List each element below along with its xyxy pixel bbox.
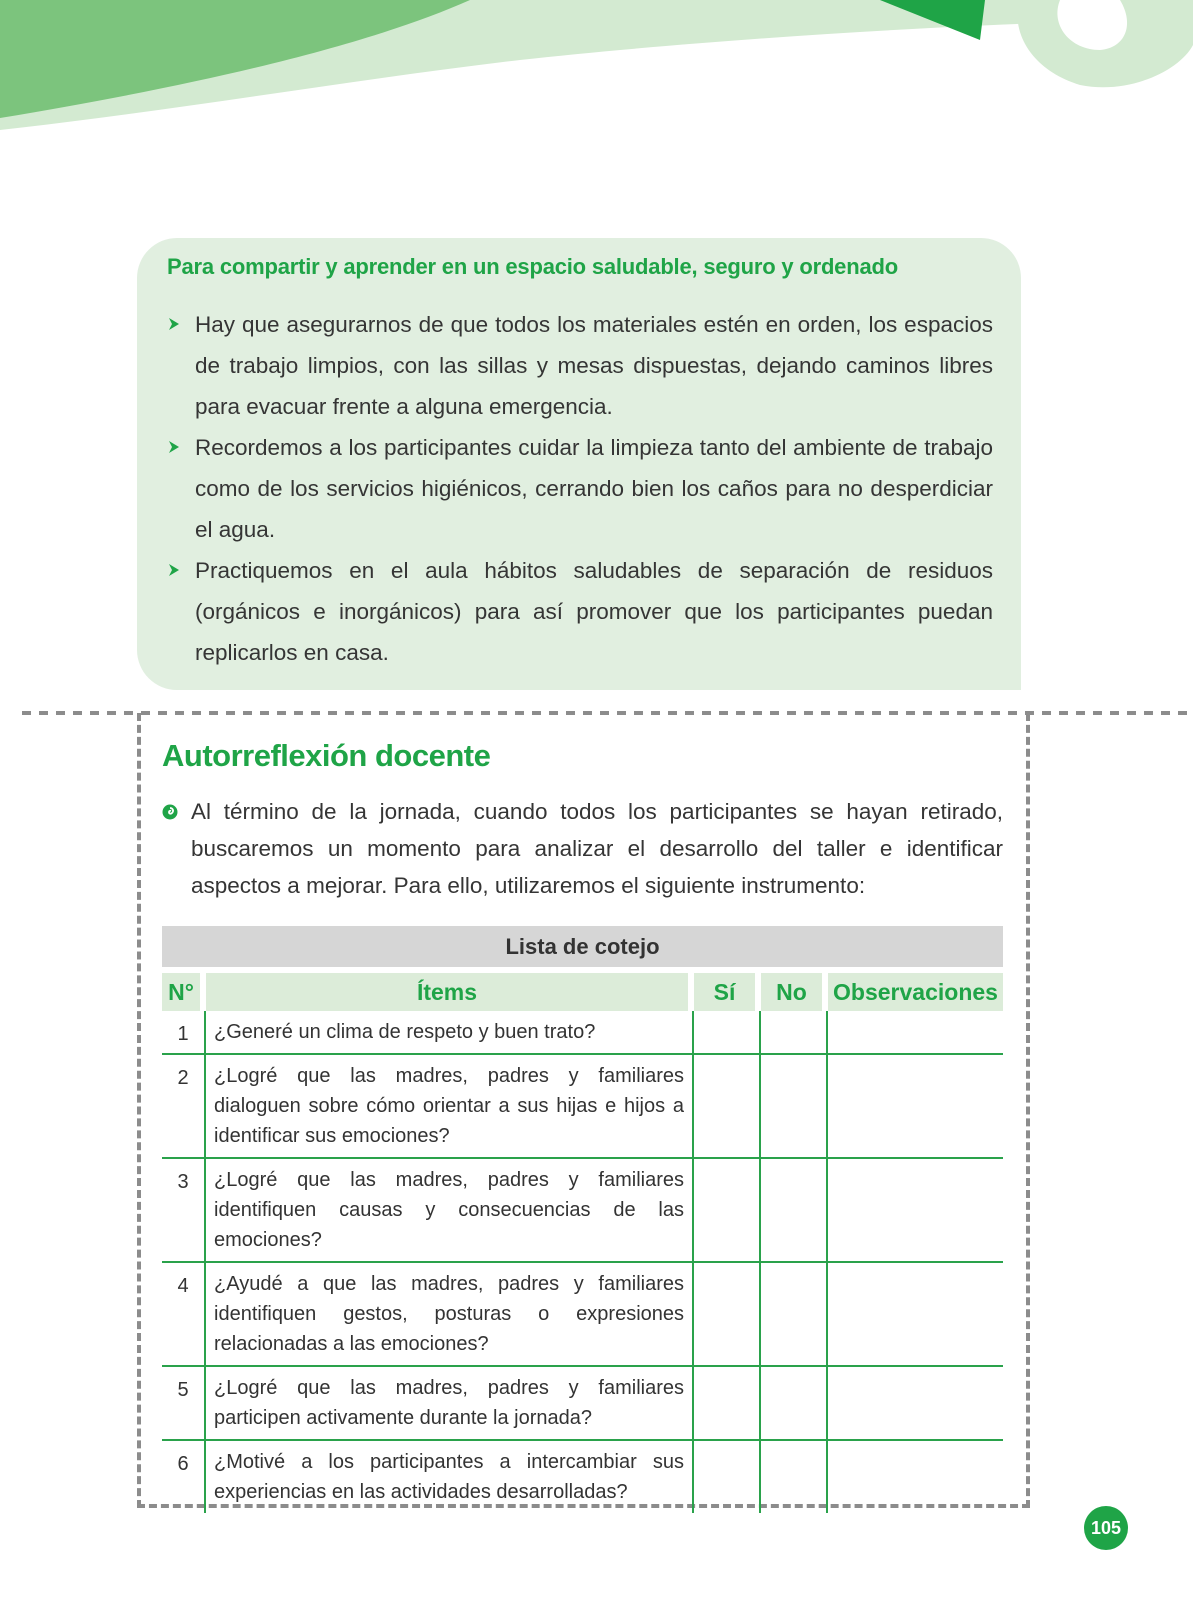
row-item: ¿Motivé a los participantes a intercambiar sus experiencias en las actividades desarrolladas? xyxy=(206,1441,694,1513)
row-number: 2 xyxy=(162,1055,206,1159)
observations-cell[interactable] xyxy=(828,1263,1003,1367)
col-header-observations: Observaciones xyxy=(828,973,1003,1011)
yes-cell[interactable] xyxy=(694,1055,761,1159)
yes-cell[interactable] xyxy=(694,1441,761,1513)
checklist-caption: Lista de cotejo xyxy=(162,926,1003,967)
tip-text: Hay que asegurarnos de que todos los materiales estén en orden, los espacios de trabajo limpios, con las sillas y mesas dispuestas, dejando caminos libres para evacuar frente a alguna emergencia. xyxy=(195,312,993,419)
tip-item xyxy=(167,550,993,673)
no-cell[interactable] xyxy=(761,1159,828,1263)
safety-tips-title: Para compartir y aprender en un espacio saludable, seguro y ordenado xyxy=(167,254,898,279)
safety-tips-list xyxy=(167,304,993,673)
yes-cell[interactable] xyxy=(694,1159,761,1263)
header-wave-decoration xyxy=(0,0,1193,140)
page-number-badge: 105 xyxy=(1084,1506,1128,1550)
row-item: ¿Generé un clima de respeto y buen trato? xyxy=(206,1011,694,1055)
no-cell[interactable] xyxy=(761,1441,828,1513)
row-number: 4 xyxy=(162,1263,206,1367)
no-cell[interactable] xyxy=(761,1367,828,1441)
tip-item xyxy=(167,304,993,427)
row-number: 5 xyxy=(162,1367,206,1441)
table-row xyxy=(162,1159,1003,1263)
tip-item xyxy=(167,427,993,550)
no-cell[interactable] xyxy=(761,1055,828,1159)
observations-cell[interactable] xyxy=(828,1055,1003,1159)
reflection-title: Autorreflexión docente xyxy=(162,738,491,773)
table-row xyxy=(162,1011,1003,1055)
yes-cell[interactable] xyxy=(694,1011,761,1055)
checklist-table xyxy=(162,926,1003,1513)
row-item: ¿Logré que las madres, padres y familiares identifiquen causas y consecuencias de las emociones? xyxy=(206,1159,694,1263)
row-item: ¿Ayudé a que las madres, padres y familiares identifiquen gestos, posturas o expresiones relacionadas a las emociones? xyxy=(206,1263,694,1367)
no-cell[interactable] xyxy=(761,1011,828,1055)
observations-cell[interactable] xyxy=(828,1159,1003,1263)
yes-cell[interactable] xyxy=(694,1263,761,1367)
row-item: ¿Logré que las madres, padres y familiares dialoguen sobre cómo orientar a sus hijas e hijos a identificar sus emociones? xyxy=(206,1055,694,1159)
reflection-intro: Al término de la jornada, cuando todos los participantes se hayan retirado, buscaremos un momento para analizar el desarrollo del taller e identificar aspectos a mejorar. Para ello, utilizaremos el siguiente instrumento: xyxy=(191,799,1003,898)
observations-cell[interactable] xyxy=(828,1011,1003,1055)
row-number: 3 xyxy=(162,1159,206,1263)
table-row xyxy=(162,1055,1003,1159)
safety-tips-box xyxy=(137,238,1021,690)
col-header-yes: Sí xyxy=(694,973,761,1011)
row-number: 1 xyxy=(162,1011,206,1055)
bullet-icon xyxy=(162,804,178,820)
col-header-number: N° xyxy=(162,973,206,1011)
chevron-right-icon xyxy=(167,563,181,577)
row-number: 6 xyxy=(162,1441,206,1513)
col-header-no: No xyxy=(761,973,828,1011)
table-row xyxy=(162,1367,1003,1441)
table-row xyxy=(162,1441,1003,1513)
no-cell[interactable] xyxy=(761,1263,828,1367)
observations-cell[interactable] xyxy=(828,1441,1003,1513)
tip-text: Practiquemos en el aula hábitos saludables de separación de residuos (orgánicos e inorgánicos) para así promover que los participantes puedan replicarlos en casa. xyxy=(195,558,993,665)
observations-cell[interactable] xyxy=(828,1367,1003,1441)
chevron-right-icon xyxy=(167,317,181,331)
yes-cell[interactable] xyxy=(694,1367,761,1441)
header-row xyxy=(162,973,1003,1011)
table-row xyxy=(162,1263,1003,1367)
tip-text: Recordemos a los participantes cuidar la limpieza tanto del ambiente de trabajo como de los servicios higiénicos, cerrando bien los caños para no desperdiciar el agua. xyxy=(195,435,993,542)
checklist-grid xyxy=(162,973,1003,1513)
col-header-items: Ítems xyxy=(206,973,694,1011)
row-item: ¿Logré que las madres, padres y familiares participen activamente durante la jornada? xyxy=(206,1367,694,1441)
chevron-right-icon xyxy=(167,440,181,454)
